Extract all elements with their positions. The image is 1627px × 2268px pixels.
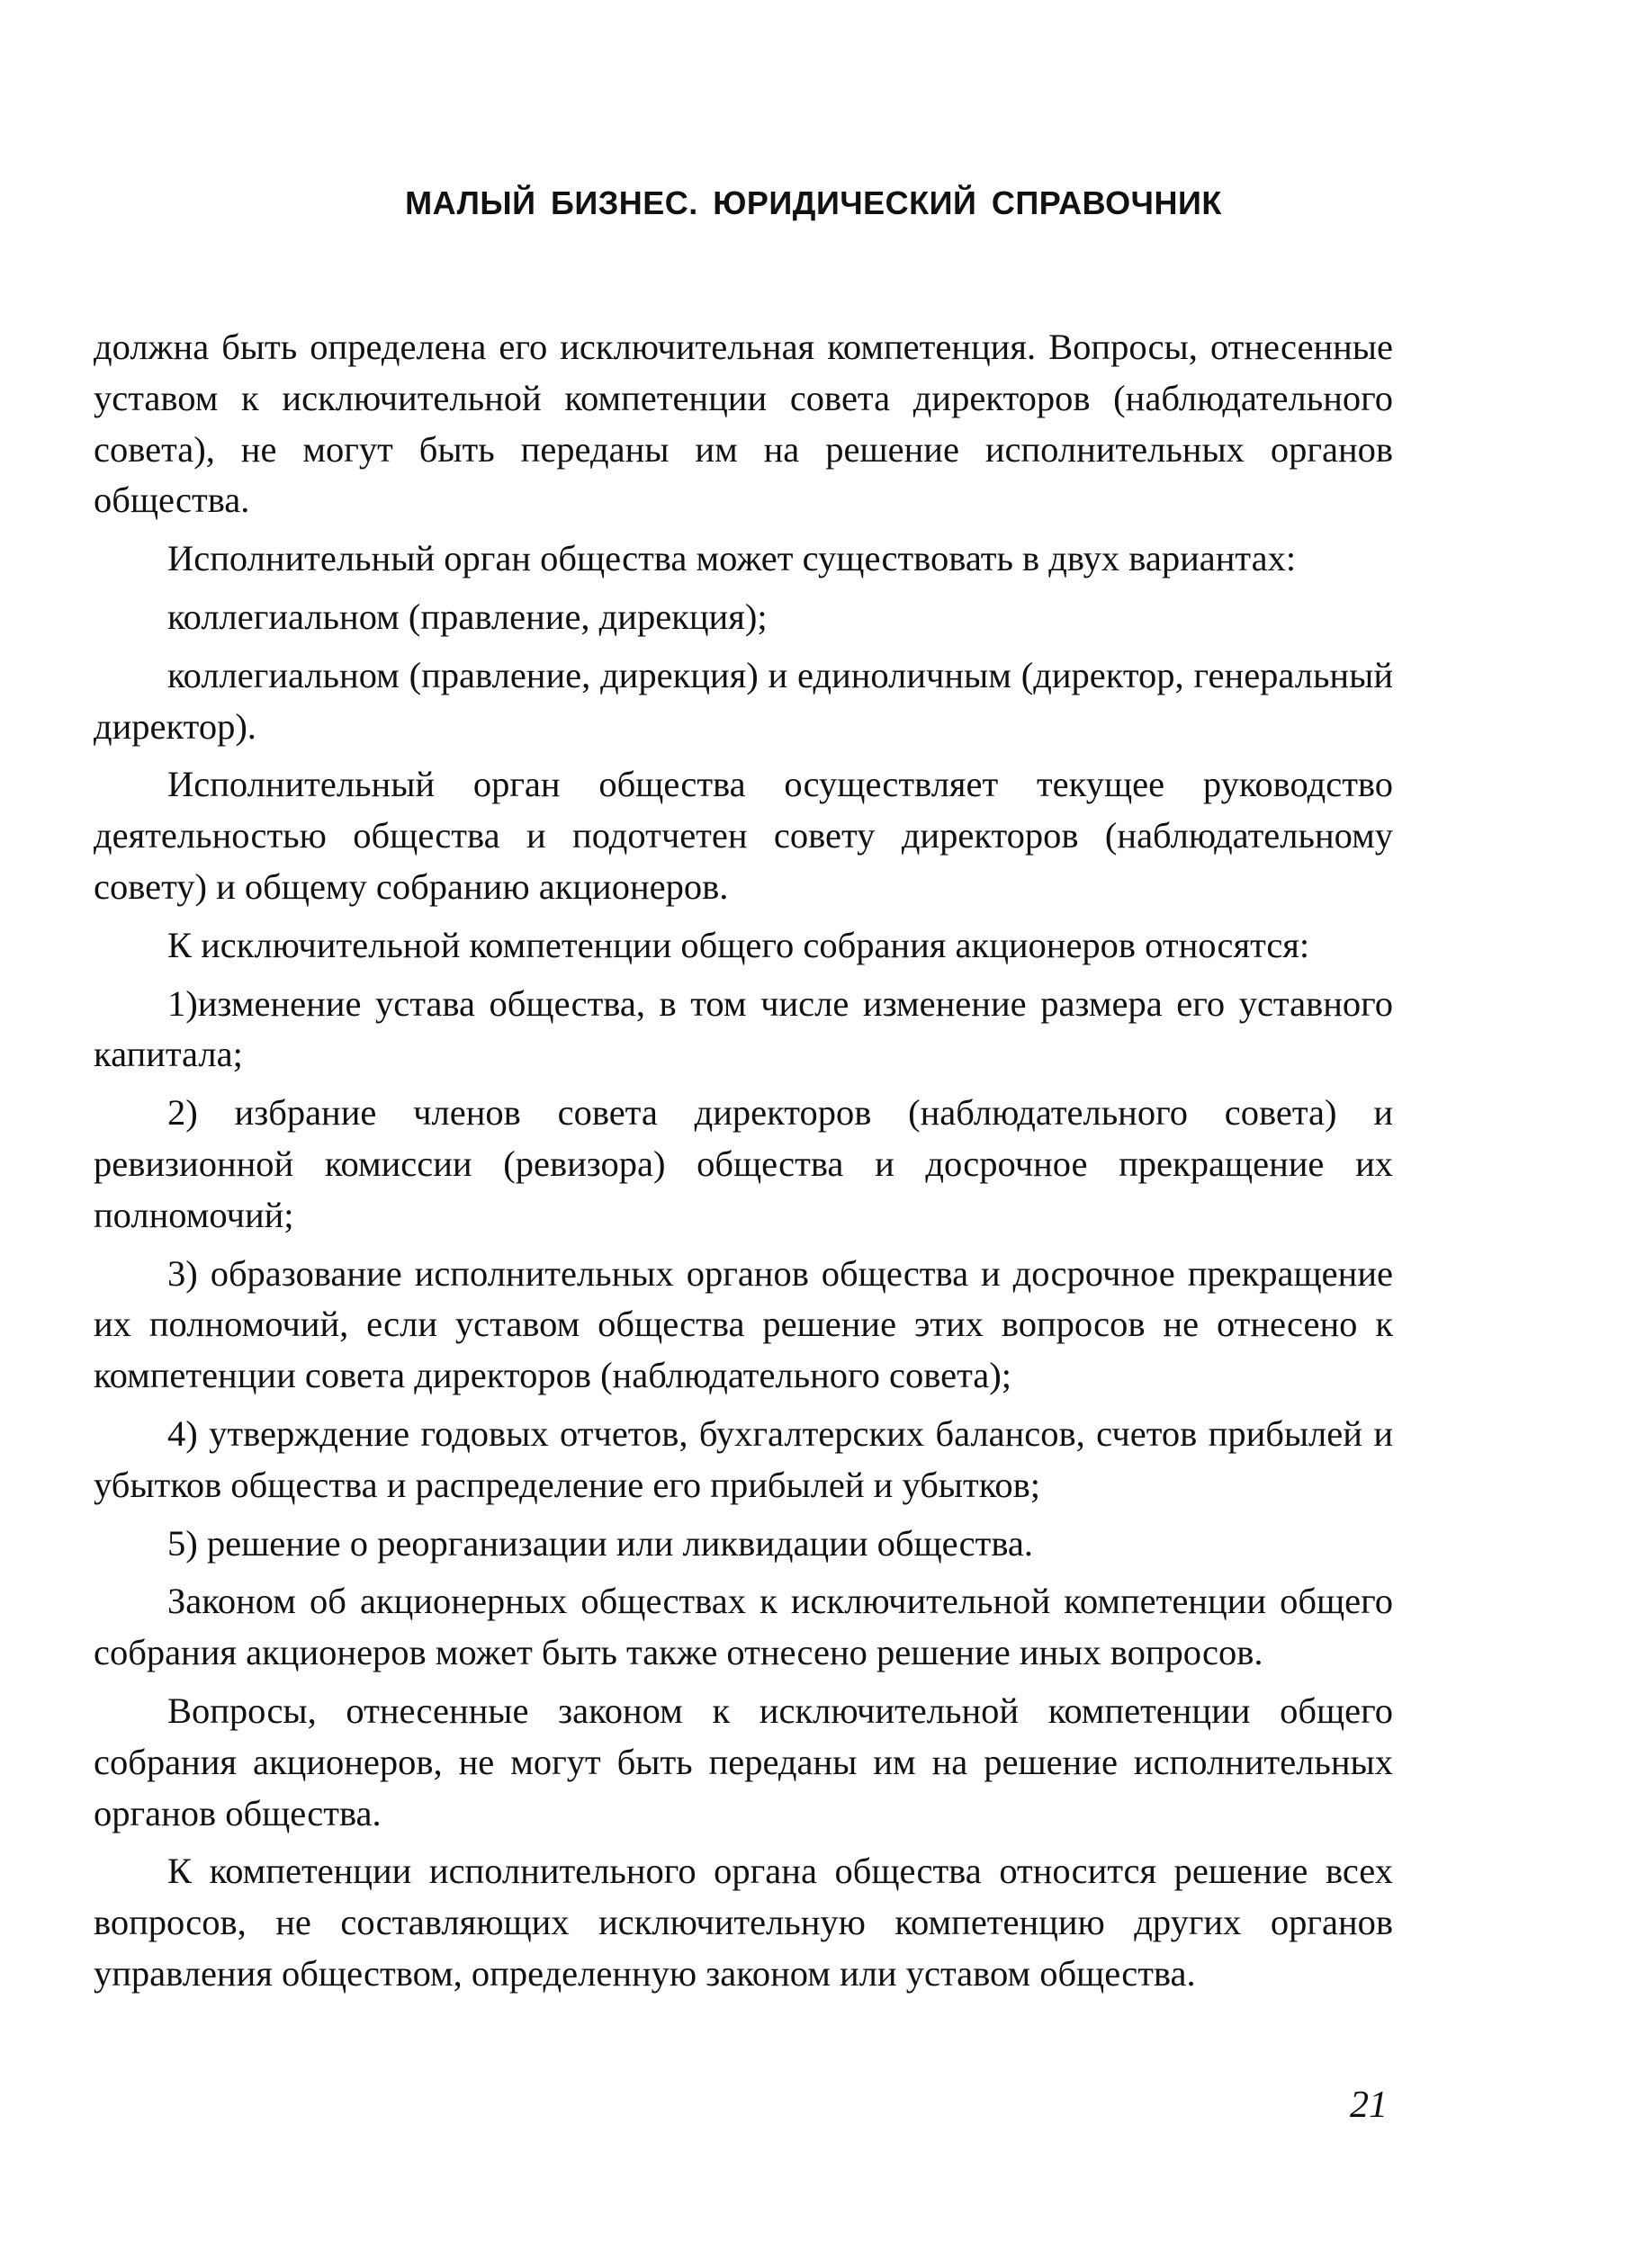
paragraph: Вопросы, отнесенные законом к исключительной компетенции общего собрания акционеров, не могут быть переданы им на решение исполнительных органов общества. [94, 1690, 1393, 1833]
paragraph: К компетенции исполнительного органа общества относится решение всех вопросов, не составляющих исключительную компетенцию других органов управления обществом, определенную законом или уставом общества. [94, 1851, 1393, 1994]
list-item: 4) утверждение годовых отчетов, бухгалтерских балансов, счетов прибылей и убытков общества и распределение его прибылей и убытков; [94, 1412, 1393, 1505]
page-number: 21 [1350, 2084, 1388, 2126]
list-item: коллегиальном (правление, дирекция) и единоличным (директор, генеральный директор). [94, 654, 1393, 747]
paragraph: Законом об акционерных обществах к исключительной компетенции общего собрания акционеров может быть также отнесено решение иных вопросов. [94, 1581, 1393, 1673]
list-item: 1)изменение устава общества, в том числе изменение размера его уставного капитала; [94, 982, 1393, 1075]
paragraph: Исполнительный орган общества может существовать в двух вариантах: [167, 538, 1297, 579]
paragraph: К исключительной компетенции общего собрания акционеров относятся: [167, 924, 1310, 965]
paragraph: должна быть определена его исключительная компетенция. Вопросы, отнесенные уставом к исключительной компетенции совета директоров (наблюдательного совета), не могут быть переданы им на решение исполнительных органов общества. [94, 327, 1393, 521]
list-item: коллегиальном (правление, дирекция); [167, 596, 768, 637]
list-item: 5) решение о реорганизации или ликвидации общества. [167, 1522, 1034, 1564]
paragraph: Исполнительный орган общества осуществляет текущее руководство деятельностью общества и подотчетен совету директоров (наблюдательному совету) и общему собранию акционеров. [94, 764, 1393, 907]
list-item: 3) образование исполнительных органов общества и досрочное прекращение их полномочий, если уставом общества решение этих вопросов не отнесено к компетенции совета директоров (наблюдательного совета); [94, 1252, 1393, 1396]
list-item: 2) избрание членов совета директоров (наблюдательного совета) и ревизионной комиссии (ревизора) общества и досрочное прекращение их полномочий; [94, 1092, 1393, 1235]
body-text [94, 322, 1393, 2007]
running-header: МАЛЫЙ БИЗНЕС. ЮРИДИЧЕСКИЙ СПРАВОЧНИК [405, 184, 1222, 221]
